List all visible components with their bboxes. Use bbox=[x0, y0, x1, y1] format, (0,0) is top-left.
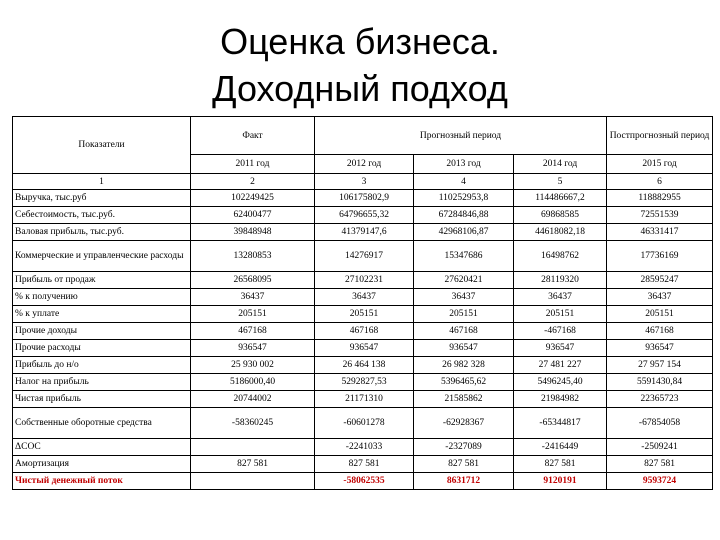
row-value: -2241033 bbox=[315, 439, 414, 456]
column-number: 5 bbox=[514, 174, 607, 190]
row-value: 467168 bbox=[607, 323, 713, 340]
row-label: Прибыль от продаж bbox=[13, 272, 191, 289]
row-value: 936547 bbox=[514, 340, 607, 357]
table-row bbox=[13, 190, 713, 207]
row-value: 114486667,2 bbox=[514, 190, 607, 207]
row-value: 827 581 bbox=[514, 456, 607, 473]
income-approach-table bbox=[12, 116, 713, 490]
row-value: 27102231 bbox=[315, 272, 414, 289]
row-value: 205151 bbox=[514, 306, 607, 323]
header-forecast: Прогнозный период bbox=[315, 117, 607, 155]
column-number: 3 bbox=[315, 174, 414, 190]
row-value: 36437 bbox=[514, 289, 607, 306]
row-value: 26 464 138 bbox=[315, 357, 414, 374]
row-value: 205151 bbox=[607, 306, 713, 323]
row-value: 205151 bbox=[315, 306, 414, 323]
row-value bbox=[191, 439, 315, 456]
header-year: 2013 год bbox=[414, 155, 514, 174]
header-year: 2014 год bbox=[514, 155, 607, 174]
row-value: 20744002 bbox=[191, 391, 315, 408]
row-label: Валовая прибыль, тыс.руб. bbox=[13, 224, 191, 241]
row-label: Прочие доходы bbox=[13, 323, 191, 340]
row-value: 936547 bbox=[191, 340, 315, 357]
row-value: 9593724 bbox=[607, 473, 713, 490]
row-value: -2327089 bbox=[414, 439, 514, 456]
row-value: 62400477 bbox=[191, 207, 315, 224]
row-value: 69868585 bbox=[514, 207, 607, 224]
table-row bbox=[13, 306, 713, 323]
row-value: 36437 bbox=[191, 289, 315, 306]
row-value: 44618082,18 bbox=[514, 224, 607, 241]
header-postforecast: Постпрогнозный период bbox=[607, 117, 713, 155]
row-value: -62928367 bbox=[414, 408, 514, 439]
row-label: Себестоимость, тыс.руб. bbox=[13, 207, 191, 224]
header-fact: Факт bbox=[191, 117, 315, 155]
row-value: 27 481 227 bbox=[514, 357, 607, 374]
row-value: 936547 bbox=[315, 340, 414, 357]
row-label: Налог на прибыль bbox=[13, 374, 191, 391]
row-value: 5591430,84 bbox=[607, 374, 713, 391]
header-year: 2011 год bbox=[191, 155, 315, 174]
row-value: 21984982 bbox=[514, 391, 607, 408]
column-number: 1 bbox=[13, 174, 191, 190]
table-row bbox=[13, 473, 713, 490]
title-line-1: Оценка бизнеса. bbox=[220, 21, 500, 62]
column-number: 2 bbox=[191, 174, 315, 190]
row-value: 5186000,40 bbox=[191, 374, 315, 391]
row-label: % к получению bbox=[13, 289, 191, 306]
table-row bbox=[13, 289, 713, 306]
row-value: -467168 bbox=[514, 323, 607, 340]
row-label: % к уплате bbox=[13, 306, 191, 323]
row-value: 110252953,8 bbox=[414, 190, 514, 207]
slide-title bbox=[0, 18, 720, 112]
row-value: -65344817 bbox=[514, 408, 607, 439]
row-value: 827 581 bbox=[315, 456, 414, 473]
row-value: 36437 bbox=[607, 289, 713, 306]
header-year: 2015 год bbox=[607, 155, 713, 174]
row-value: 26 982 328 bbox=[414, 357, 514, 374]
row-value: 5292827,53 bbox=[315, 374, 414, 391]
row-value: -58360245 bbox=[191, 408, 315, 439]
row-label: Выручка, тыс.руб bbox=[13, 190, 191, 207]
row-value: 9120191 bbox=[514, 473, 607, 490]
row-value: 36437 bbox=[315, 289, 414, 306]
table-row bbox=[13, 323, 713, 340]
table-row bbox=[13, 272, 713, 289]
row-value: 827 581 bbox=[414, 456, 514, 473]
column-number: 4 bbox=[414, 174, 514, 190]
row-value: 106175802,9 bbox=[315, 190, 414, 207]
row-value: 22365723 bbox=[607, 391, 713, 408]
row-value: 467168 bbox=[191, 323, 315, 340]
row-value: 25 930 002 bbox=[191, 357, 315, 374]
table-row bbox=[13, 357, 713, 374]
table-row bbox=[13, 224, 713, 241]
row-value: 27620421 bbox=[414, 272, 514, 289]
row-label: Прибыль до н/о bbox=[13, 357, 191, 374]
row-value: 21171310 bbox=[315, 391, 414, 408]
row-value: 21585862 bbox=[414, 391, 514, 408]
table-row bbox=[13, 456, 713, 473]
row-value: 14276917 bbox=[315, 241, 414, 272]
row-value: 28119320 bbox=[514, 272, 607, 289]
row-value: 5396465,62 bbox=[414, 374, 514, 391]
table-row bbox=[13, 439, 713, 456]
row-value: 467168 bbox=[414, 323, 514, 340]
row-value: 16498762 bbox=[514, 241, 607, 272]
row-value: 8631712 bbox=[414, 473, 514, 490]
title-line-2: Доходный подход bbox=[212, 68, 508, 109]
row-value: 36437 bbox=[414, 289, 514, 306]
row-value: 936547 bbox=[414, 340, 514, 357]
row-value: 102249425 bbox=[191, 190, 315, 207]
table-row bbox=[13, 374, 713, 391]
row-value: -2416449 bbox=[514, 439, 607, 456]
row-value: 39848948 bbox=[191, 224, 315, 241]
row-value bbox=[191, 473, 315, 490]
row-value: 67284846,88 bbox=[414, 207, 514, 224]
row-value: 72551539 bbox=[607, 207, 713, 224]
row-value: 64796655,32 bbox=[315, 207, 414, 224]
column-number-row bbox=[13, 174, 713, 190]
row-value: 936547 bbox=[607, 340, 713, 357]
row-label: Чистый денежный поток bbox=[13, 473, 191, 490]
row-value: 827 581 bbox=[191, 456, 315, 473]
table-row bbox=[13, 207, 713, 224]
table-row bbox=[13, 391, 713, 408]
row-value: 13280853 bbox=[191, 241, 315, 272]
row-value: 27 957 154 bbox=[607, 357, 713, 374]
row-value: 42968106,87 bbox=[414, 224, 514, 241]
row-label: Прочие расходы bbox=[13, 340, 191, 357]
table-row bbox=[13, 340, 713, 357]
row-label: ΔСОС bbox=[13, 439, 191, 456]
row-value: 26568095 bbox=[191, 272, 315, 289]
row-value: -58062535 bbox=[315, 473, 414, 490]
row-value: 41379147,6 bbox=[315, 224, 414, 241]
row-value: -67854058 bbox=[607, 408, 713, 439]
table-row bbox=[13, 408, 713, 439]
row-value: 15347686 bbox=[414, 241, 514, 272]
table-row bbox=[13, 241, 713, 272]
row-value: 118882955 bbox=[607, 190, 713, 207]
row-value: 827 581 bbox=[607, 456, 713, 473]
row-value: -2509241 bbox=[607, 439, 713, 456]
row-value: 205151 bbox=[191, 306, 315, 323]
row-value: 467168 bbox=[315, 323, 414, 340]
row-value: 28595247 bbox=[607, 272, 713, 289]
row-label: Коммерческие и управленческие расходы bbox=[13, 241, 191, 272]
row-value: 17736169 bbox=[607, 241, 713, 272]
row-value: 46331417 bbox=[607, 224, 713, 241]
row-label: Чистая прибыль bbox=[13, 391, 191, 408]
row-value: -60601278 bbox=[315, 408, 414, 439]
row-value: 205151 bbox=[414, 306, 514, 323]
header-year: 2012 год bbox=[315, 155, 414, 174]
row-value: 5496245,40 bbox=[514, 374, 607, 391]
row-label: Амортизация bbox=[13, 456, 191, 473]
row-label: Собственные оборотные средства bbox=[13, 408, 191, 439]
column-number: 6 bbox=[607, 174, 713, 190]
header-indicators: Показатели bbox=[13, 117, 191, 174]
